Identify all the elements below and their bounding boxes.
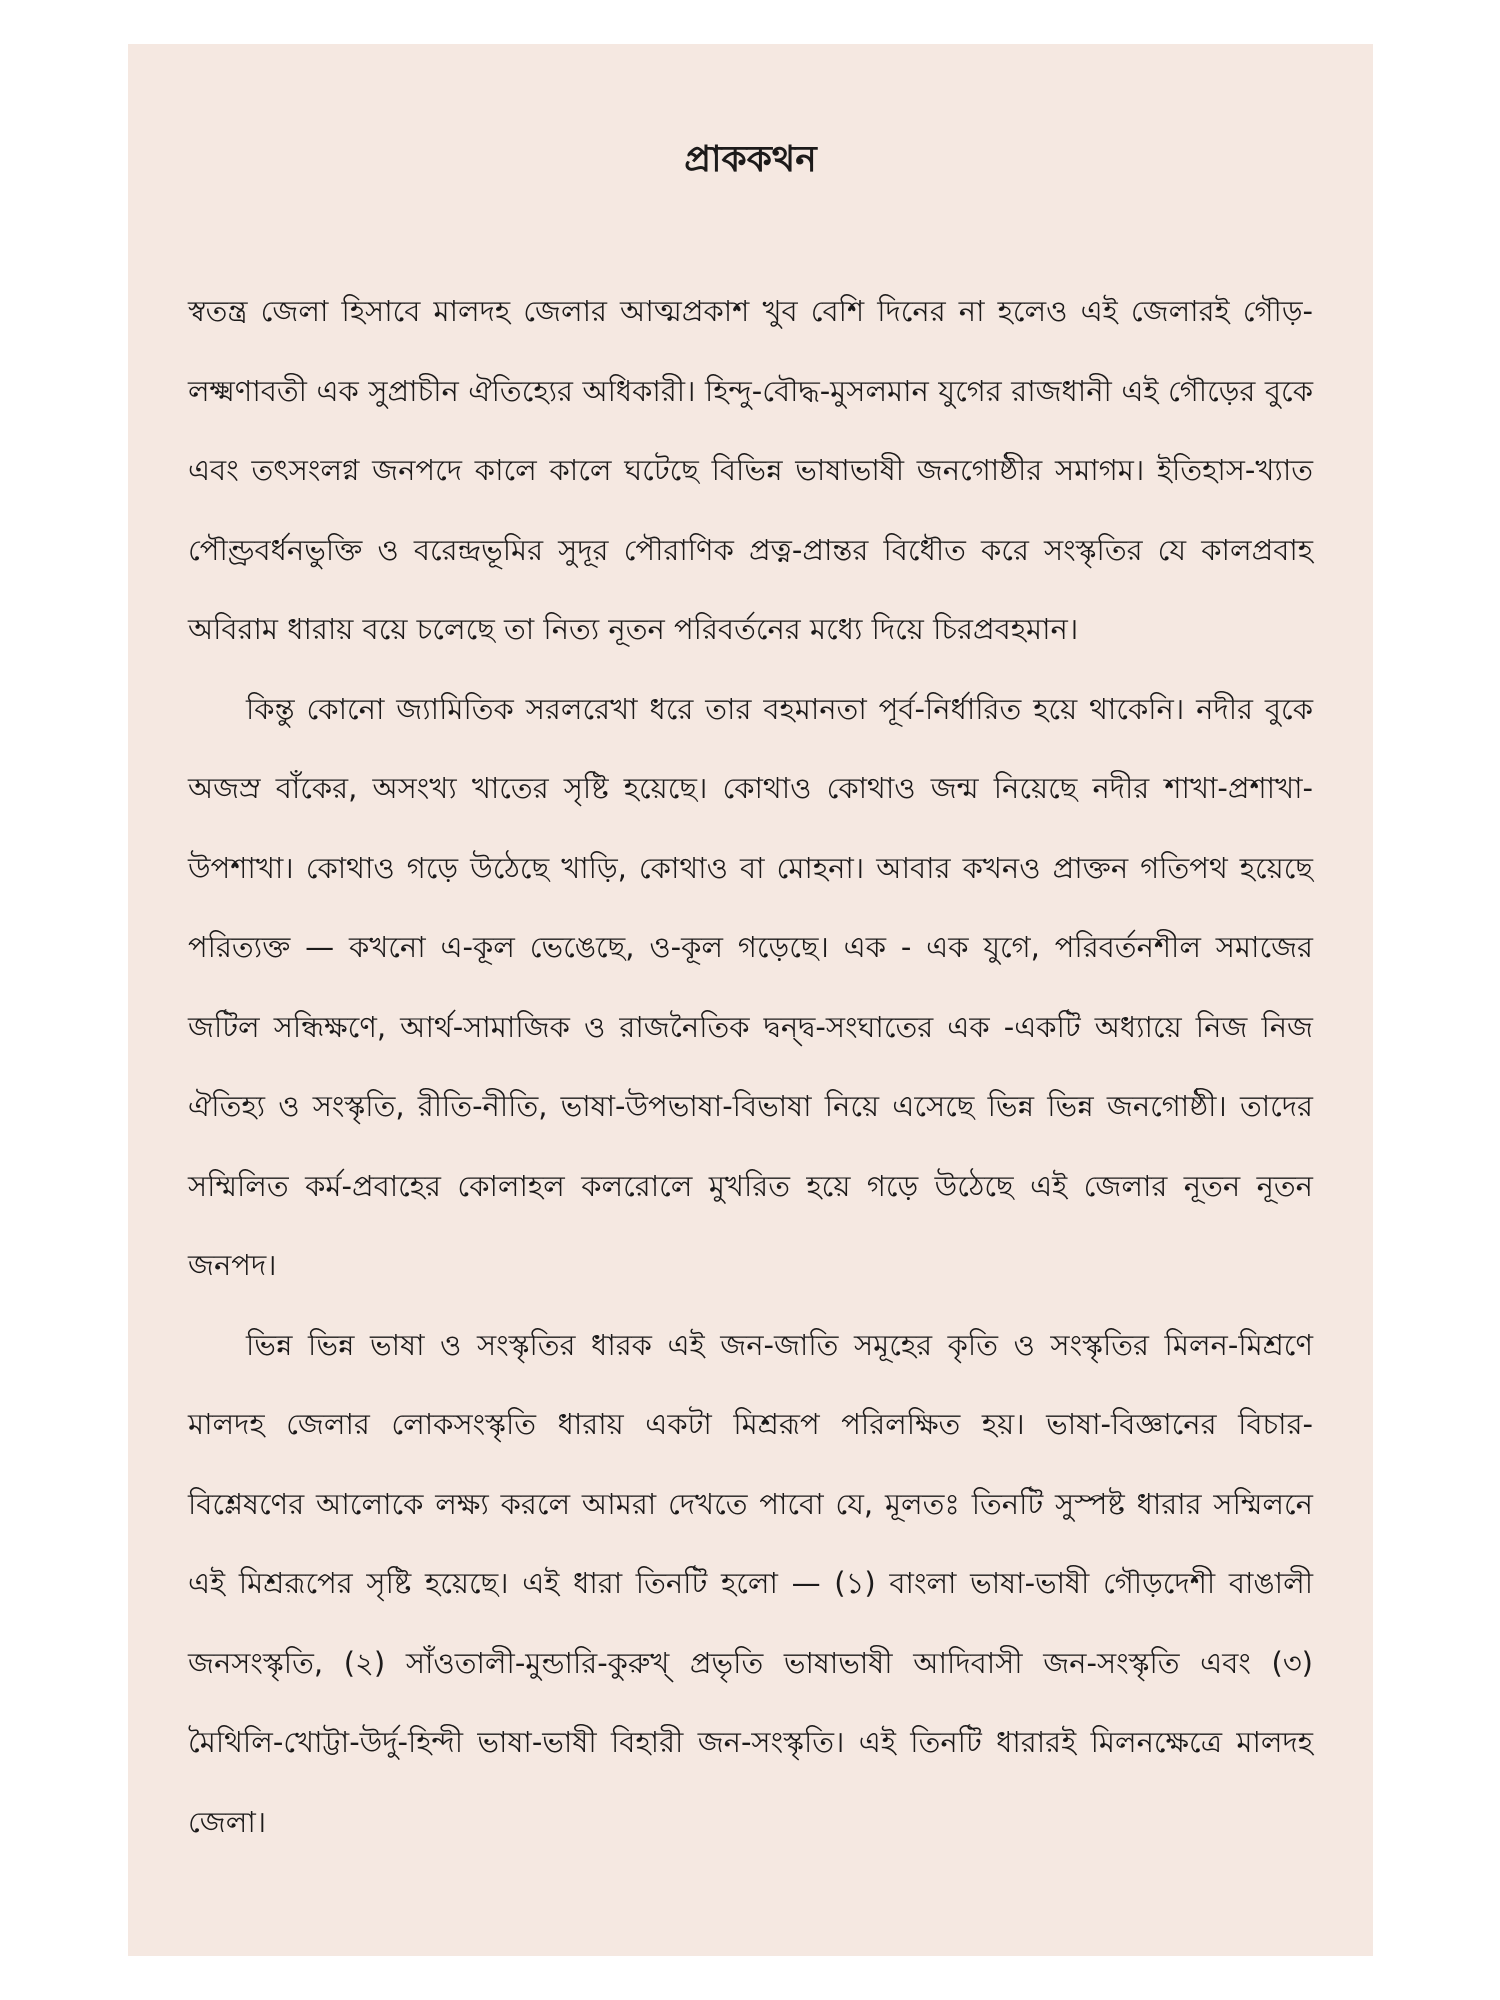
body-text (188, 272, 1313, 1862)
book-page (128, 44, 1373, 1956)
paragraph-1: স্বতন্ত্র জেলা হিসাবে মালদহ জেলার আত্মপ্রকাশ খুব বেশি দিনের না হলেও এই জেলারই গৌড়-লক্ষ্মণাবতী এক সুপ্রাচীন ঐতিহ্যের অধিকারী। হিন্দু-বৌদ্ধ-মুসলমান যুগের রাজধানী এই গৌড়ের বুকে এবং তৎসংলগ্ন জনপদে কালে কালে ঘটেছে বিভিন্ন ভাষাভাষী জনগোষ্ঠীর সমাগম। ইতিহাস-খ্যাত পৌণ্ড্রবর্ধনভুক্তি ও বরেন্দ্রভূমির সুদূর পৌরাণিক প্রত্ন-প্রান্তর বিধৌত করে সংস্কৃতির যে কালপ্রবাহ অবিরাম ধারায় বয়ে চলেছে তা নিত্য নূতন পরিবর্তনের মধ্যে দিয়ে চিরপ্রবহমান। (188, 294, 1313, 646)
paragraph-3: ভিন্ন ভিন্ন ভাষা ও সংস্কৃতির ধারক এই জন-জাতি সমূহের কৃতি ও সংস্কৃতির মিলন-মিশ্রণে মালদহ জেলার লোকসংস্কৃতি ধারায় একটা মিশ্ররূপ পরিলক্ষিত হয়। ভাষা-বিজ্ঞানের বিচার-বিশ্লেষণের আলোকে লক্ষ্য করলে আমরা দেখতে পাবো যে, মূলতঃ তিনটি সুস্পষ্ট ধারার সম্মিলনে এই মিশ্ররূপের সৃষ্টি হয়েছে। এই ধারা তিনটি হলো — (১) বাংলা ভাষা-ভাষী গৌড়দেশী বাঙালী জনসংস্কৃতি, (২) সাঁওতালী-মুন্ডারি-কুরুখ্ প্রভৃতি ভাষাভাষী আদিবাসী জন-সংস্কৃতি এবং (৩) মৈথিলি-খোট্টা-উর্দু-হিন্দী ভাষা-ভাষী বিহারী জন-সংস্কৃতি। এই তিনটি ধারারই মিলনক্ষেত্রে মালদহ জেলা। (188, 1327, 1313, 1839)
paragraph-2: কিন্তু কোনো জ্যামিতিক সরলরেখা ধরে তার বহমানতা পূর্ব-নির্ধারিত হয়ে থাকেনি। নদীর বুকে অজস্র বাঁকের, অসংখ্য খাতের সৃষ্টি হয়েছে। কোথাও কোথাও জন্ম নিয়েছে নদীর শাখা-প্রশাখা-উপশাখা। কোথাও গড়ে উঠেছে খাড়ি, কোথাও বা মোহনা। আবার কখনও প্রাক্তন গতিপথ হয়েছে পরিত্যক্ত — কখনো এ-কূল ভেঙেছে, ও-কূল গড়েছে। এক - এক যুগে, পরিবর্তনশীল সমাজের জটিল সন্ধিক্ষণে, আর্থ-সামাজিক ও রাজনৈতিক দ্বন্দ্ব-সংঘাতের এক -একটি অধ্যায়ে নিজ নিজ ঐতিহ্য ও সংস্কৃতি, রীতি-নীতি, ভাষা-উপভাষা-বিভাষা নিয়ে এসেছে ভিন্ন ভিন্ন জনগোষ্ঠী। তাদের সম্মিলিত কর্ম-প্রবাহের কোলাহল কলরোলে মুখরিত হয়ে গড়ে উঠেছে এই জেলার নূতন নূতন জনপদ। (188, 691, 1313, 1282)
page-title: প্রাককথন (684, 139, 817, 180)
